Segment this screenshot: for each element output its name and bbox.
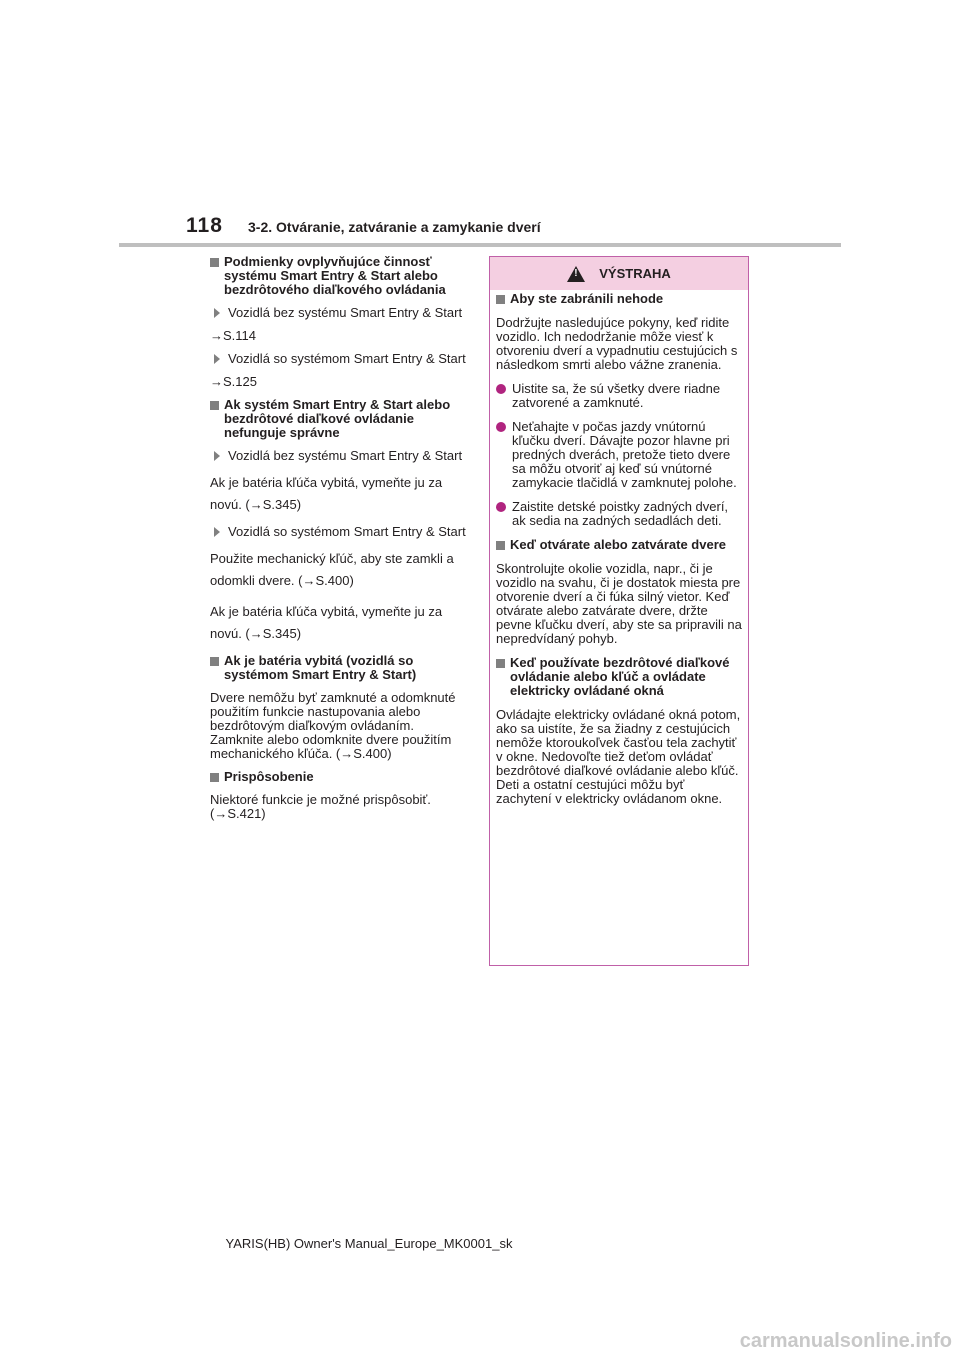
heading-customization: Prispôsobenie (210, 770, 466, 784)
triangle-bullet-icon (214, 354, 220, 364)
warning-bullet: Uistite sa, že sú všetky dvere riadne zatvorené a zamknuté. (496, 382, 742, 410)
page-reference[interactable]: →S.125 (210, 374, 257, 389)
warning-box (489, 256, 749, 966)
round-bullet-icon (496, 502, 506, 512)
footer-text: YARIS(HB) Owner's Manual_Europe_MK0001_sk (225, 1236, 513, 1251)
warning-bullet: Zaistite detské poistky zadných dverí, ak sedia na zadných sedadlách deti. (496, 500, 742, 528)
warning-heading: Aby ste zabránili nehode (496, 292, 742, 306)
paragraph: Použite mechanický kľúč, aby ste zamkli a odomkli dvere. (→S.400) (210, 551, 454, 588)
square-bullet-icon (210, 401, 219, 410)
round-bullet-icon (496, 422, 506, 432)
warning-paragraph: Ovládajte elektricky ovládané okná potom, ako sa uistíte, že sa žiadny z cestujúcich nemôže ktoroukoľvek časťou tela zachytiť v okne. Nedovoľte tiež deťom ovládať bezdrôtové diaľkové ovládanie alebo kľúč. Deti a ostatní cestujúci môžu byť zachytení v elektricky ovládanom okne. (496, 707, 741, 806)
warning-bullet: Neťahajte v počas jazdy vnútornú kľučku dverí. Dávajte pozor hlavne pri predných dverách, pretože tieto dvere sa môžu otvoriť aj keď sú vnútorné zamykacie tlačidlá v zamknutej polohe. (496, 420, 742, 490)
section-title: 3-2. Otváranie, zatváranie a zamykanie dverí (248, 219, 541, 235)
watermark: carmanualsonline.info (739, 1330, 952, 1352)
warning-title: VÝSTRAHA (599, 266, 671, 281)
paragraph: Ak je batéria kľúča vybitá, vymeňte ju za novú. (→S.345) (210, 604, 443, 641)
square-bullet-icon (210, 657, 219, 666)
subheading: Vozidlá so systémom Smart Entry & Start (210, 525, 466, 539)
heading-battery: Ak je batéria vybitá (vozidlá so systémom Smart Entry & Start) (210, 654, 466, 682)
left-column (210, 255, 466, 830)
square-bullet-icon (210, 773, 219, 782)
page-number: 118 (186, 214, 223, 237)
square-bullet-icon (210, 258, 219, 267)
warning-header (490, 257, 748, 290)
square-bullet-icon (496, 541, 505, 550)
paragraph: Ak je batéria kľúča vybitá, vymeňte ju za novú. (→S.345) (210, 475, 443, 512)
triangle-bullet-icon (214, 451, 220, 461)
subheading: Vozidlá so systémom Smart Entry & Start (210, 352, 466, 366)
warning-paragraph: Skontrolujte okolie vozidla, napr., či je vozidlo na svahu, či je dostatok miesta pre otvorenie dverí a či fúka silný vietor. Keď otvárate alebo zatvárate dvere, držte pevne kľučku dverí, aby ste sa pripravili na nepredvídaný pohyb. (496, 561, 742, 646)
paragraph: Dvere nemôžu byť zamknuté a odomknuté použitím funkcie nastupovania alebo bezdrôtovým diaľkovým ovládaním. Zamknite alebo odomknite dvere použitím mechanického kľúča. (→S.400) (210, 690, 456, 761)
footer (0, 1236, 960, 1251)
subheading: Vozidlá bez systému Smart Entry & Start (210, 449, 466, 463)
header-rule (119, 243, 841, 247)
warning-heading: Keď otvárate alebo zatvárate dvere (496, 538, 742, 552)
subheading: Vozidlá bez systému Smart Entry & Start (210, 306, 466, 320)
heading-malfunction: Ak systém Smart Entry & Start alebo bezdrôtové diaľkové ovládanie nefunguje správne (210, 398, 466, 440)
square-bullet-icon (496, 659, 505, 668)
round-bullet-icon (496, 384, 506, 394)
page-reference[interactable]: →S.114 (210, 328, 257, 343)
warning-triangle-icon: ! (567, 266, 585, 282)
heading-conditions (210, 255, 466, 297)
triangle-bullet-icon (214, 527, 220, 537)
paragraph: Niektoré funkcie je možné prispôsobiť. (→S.421) (210, 792, 431, 821)
warning-heading: Keď používate bezdrôtové diaľkové ovládanie alebo kľúč a ovládate elektricky ovládané okná (496, 656, 742, 698)
warning-body (490, 290, 748, 806)
triangle-bullet-icon (214, 308, 220, 318)
heading-text: Podmienky ovplyvňujúce činnosť systému Smart Entry & Start alebo bezdrôtového diaľkového ovládania (224, 254, 446, 297)
warning-paragraph: Dodržujte nasledujúce pokyny, keď ridite vozidlo. Ich nedodržanie môže viesť k otvoreniu dverí a vypadnutiu cestujúcich s následkom smrti alebo vážne zranenia. (496, 315, 738, 372)
square-bullet-icon (496, 295, 505, 304)
